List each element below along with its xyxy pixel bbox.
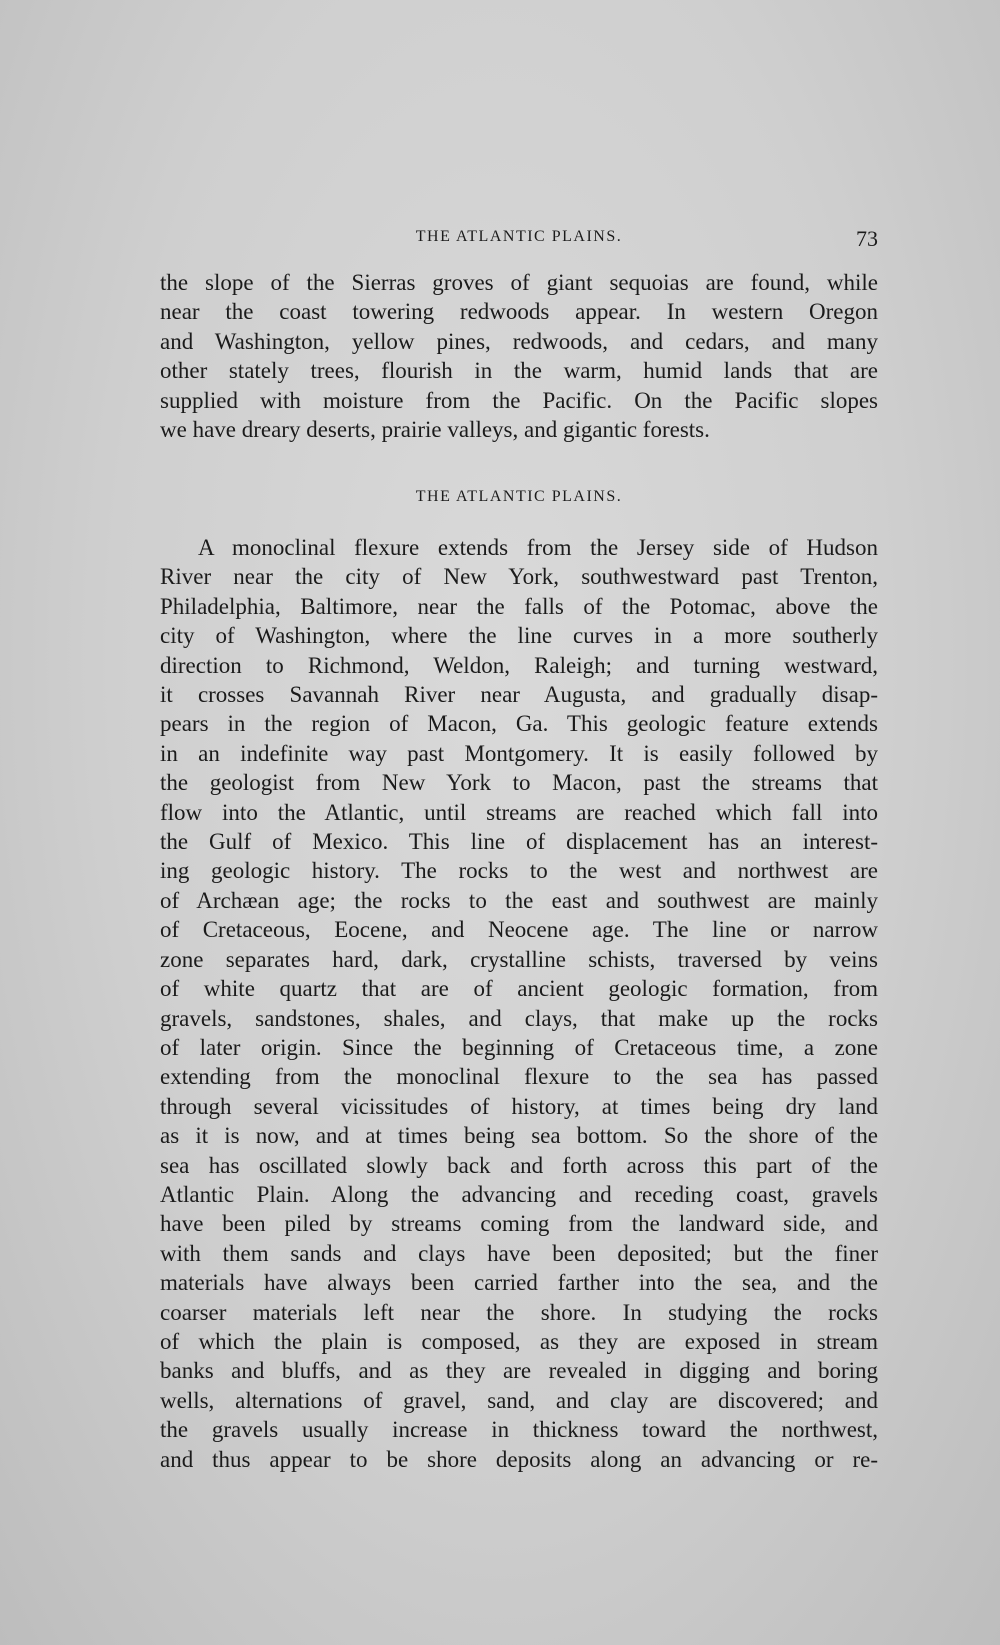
text-line: and Washington, yellow pines, redwoods, and cedars, and many [160, 328, 878, 354]
text-line: supplied with moisture from the Pacific. On the Pacific slopes [160, 387, 878, 413]
text-line: the slope of the Sierras groves of giant sequoias are found, while [160, 270, 878, 295]
text-line: zone separates hard, dark, crystalline schists, traversed by veins [160, 946, 878, 972]
text-line: pears in the region of Macon, Ga. This geologic feature extends [160, 711, 878, 737]
text-line: River near the city of New York, southwestward past Trenton, [160, 564, 878, 590]
text-line: of Cretaceous, Eocene, and Neocene age. The line or narrow [160, 917, 878, 943]
text-line: sea has oscillated slowly back and forth across this part of the [160, 1152, 878, 1178]
text-line: the geologist from New York to Macon, past the streams that [160, 770, 878, 796]
text-line: coarser materials left near the shore. In studying the rocks [160, 1299, 878, 1325]
section-heading: THE ATLANTIC PLAINS. [415, 488, 623, 505]
text-line: of Archæan age; the rocks to the east and southwest are mainly [160, 887, 878, 913]
text-line: banks and bluffs, and as they are revealed in digging and boring [160, 1358, 878, 1384]
text-line: Philadelphia, Baltimore, near the falls of the Potomac, above the [160, 593, 878, 619]
text-line: it crosses Savannah River near Augusta, and gradually disap- [160, 682, 878, 708]
text-line: Atlantic Plain. Along the advancing and receding coast, gravels [160, 1181, 878, 1207]
text-line: gravels, sandstones, shales, and clays, that make up the rocks [160, 1005, 878, 1031]
text-line: of which the plain is composed, as they are exposed in stream [160, 1328, 878, 1354]
text-line: extending from the monoclinal flexure to the sea has passed [160, 1064, 878, 1090]
page-number: 73 [856, 226, 878, 251]
text-line: in an indefinite way past Montgomery. It is easily followed by [160, 740, 878, 766]
running-title: THE ATLANTIC PLAINS. [415, 228, 623, 245]
text-line: direction to Richmond, Weldon, Raleigh; and turning westward, [160, 652, 878, 678]
text-line: flow into the Atlantic, until streams are reached which fall into [160, 799, 878, 825]
text-line: city of Washington, where the line curves in a more southerly [160, 623, 878, 649]
text-line: as it is now, and at times being sea bottom. So the shore of the [160, 1123, 878, 1149]
text-line: and thus appear to be shore deposits along an advancing or re- [160, 1446, 878, 1472]
text-line: near the coast towering redwoods appear. In western Oregon [160, 299, 878, 325]
running-head [160, 226, 878, 256]
text-line: wells, alternations of gravel, sand, and clay are discovered; and [160, 1387, 878, 1413]
text-line: of later origin. Since the beginning of Cretaceous time, a zone [160, 1034, 878, 1060]
paragraph-continued [160, 268, 878, 444]
text-line: A monoclinal flexure extends from the Jersey side of Hudson [198, 535, 878, 560]
text-line: through several vicissitudes of history, at times being dry land [160, 1093, 878, 1119]
text-line: the Gulf of Mexico. This line of displacement has an interest- [160, 829, 878, 855]
text-line: the gravels usually increase in thickness toward the northwest, [160, 1417, 878, 1443]
text-line: ing geologic history. The rocks to the west and northwest are [160, 858, 878, 884]
text-line: materials have always been carried farther into the sea, and the [160, 1270, 878, 1296]
text-line: we have dreary deserts, prairie valleys, and gigantic forests. [160, 417, 710, 443]
paragraph-main [160, 533, 878, 1474]
text-line: have been piled by streams coming from the landward side, and [160, 1211, 878, 1237]
text-line: of white quartz that are of ancient geologic formation, from [160, 976, 878, 1002]
text-line: with them sands and clays have been deposited; but the finer [160, 1240, 878, 1266]
text-line: other stately trees, flourish in the warm, humid lands that are [160, 358, 878, 384]
